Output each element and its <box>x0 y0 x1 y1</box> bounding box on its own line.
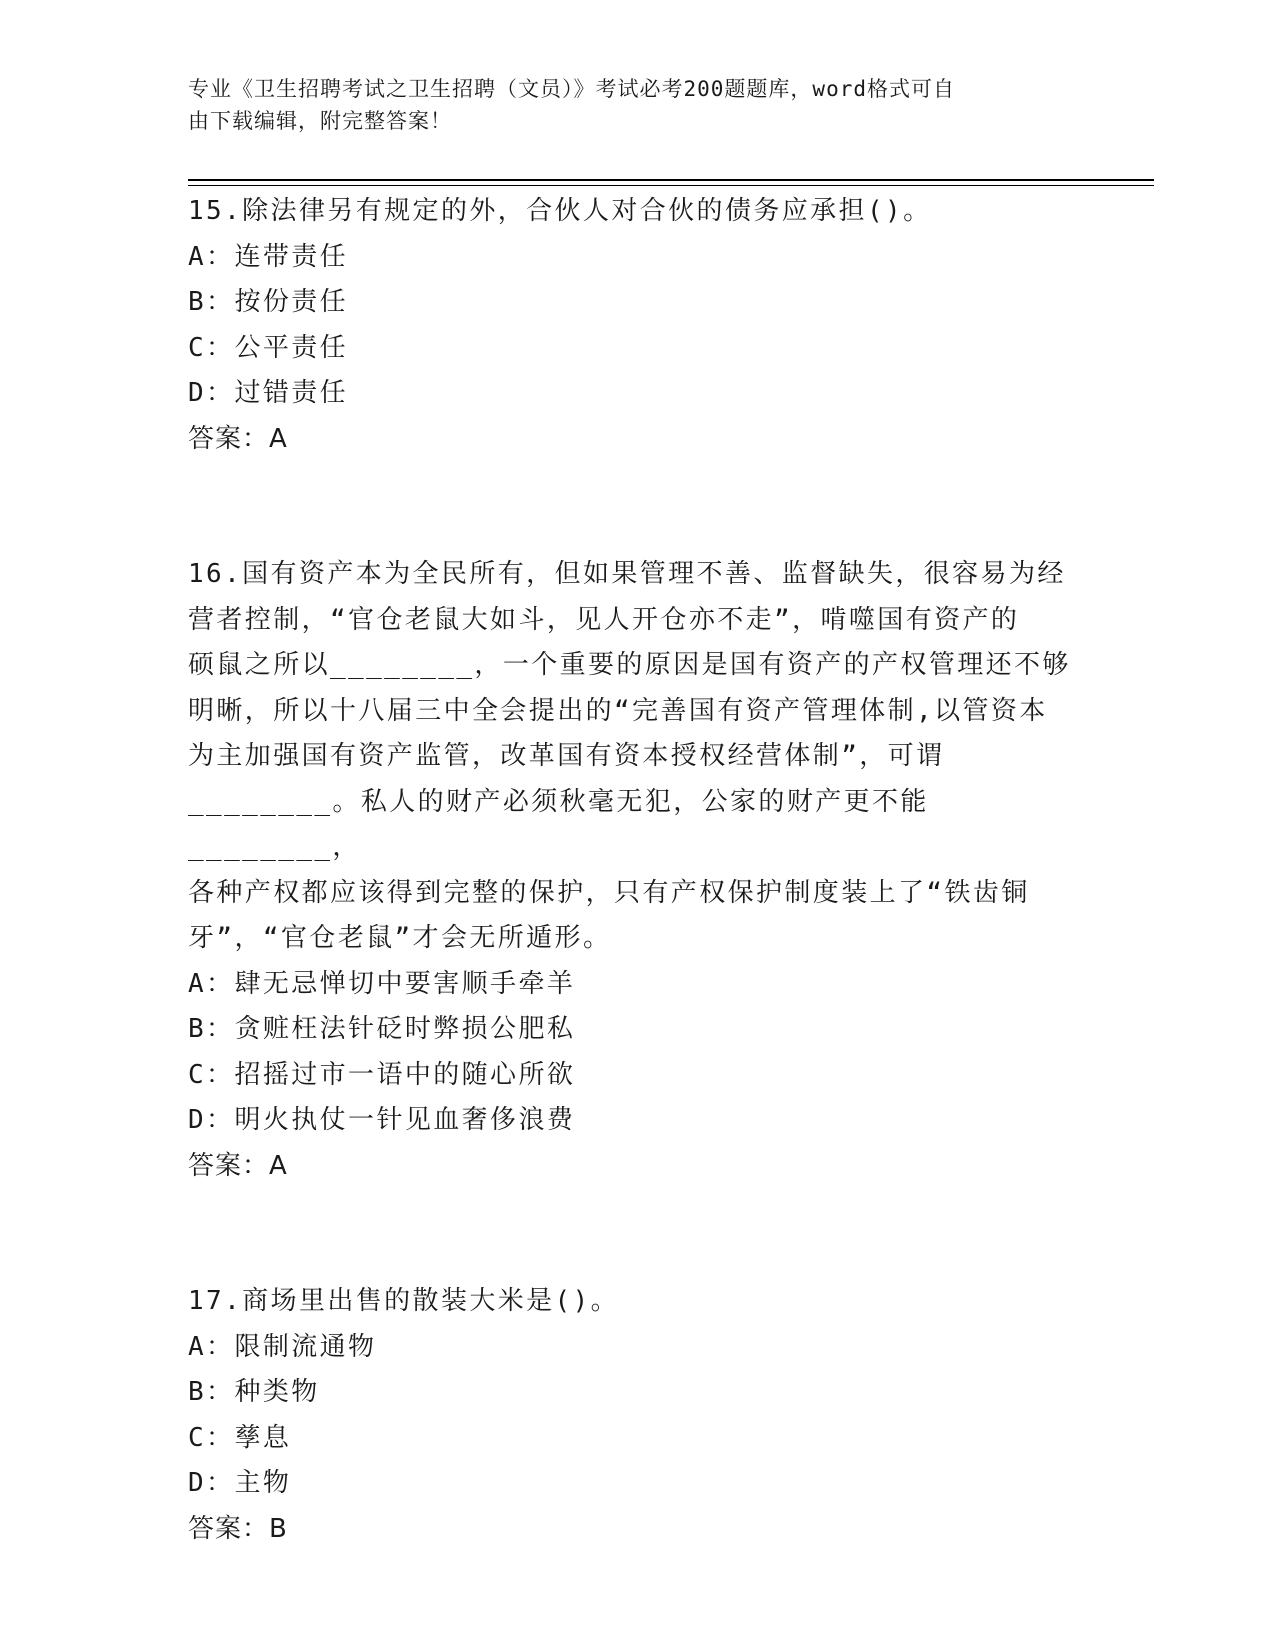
question-spacer <box>188 462 1088 552</box>
question-stem-line: 为主加强国有资产监管，改革国有资本授权经营体制”，可谓 <box>188 741 945 771</box>
question-stem-line: 16.国有资产本为全民所有，但如果管理不善、监督缺失，很容易为经 <box>188 559 1066 589</box>
question-stem-line: 明晰，所以十八届三中全会提出的“完善国有资产管理体制,以管资本 <box>188 695 1048 726</box>
option-b: B：按份责任 <box>188 287 349 317</box>
question-15 <box>188 189 1088 462</box>
question-17 <box>188 1279 1088 1552</box>
header-line-2: 由下载编辑，附完整答案！ <box>188 109 452 133</box>
option-d: D：过错责任 <box>188 378 349 408</box>
question-stem-line: ________。私人的财产必须秋毫无犯，公家的财产更不能________， <box>188 786 929 862</box>
option-a: A：连带责任 <box>188 241 349 272</box>
option-a: A：限制流通物 <box>188 1331 377 1362</box>
header-line-1: 专业《卫生招聘考试之卫生招聘（文员）》考试必考200题题库，word格式可自 <box>188 77 955 101</box>
option-d: D：明火执仗一针见血奢侈浪费 <box>188 1105 576 1135</box>
question-stem-line: 各种产权都应该得到完整的保护，只有产权保护制度装上了“铁齿铜 <box>188 877 1030 908</box>
option-d: D：主物 <box>188 1468 292 1498</box>
question-stem: 15.除法律另有规定的外，合伙人对合伙的债务应承担()。 <box>188 196 932 226</box>
question-spacer <box>188 1189 1088 1279</box>
header-rule-thin <box>188 185 1154 186</box>
option-c: C：招摇过市一语中的随心所欲 <box>188 1059 576 1090</box>
option-a: A：肆无忌惮切中要害顺手牵羊 <box>188 968 576 999</box>
answer: 答案：A <box>188 423 288 454</box>
answer: 答案：B <box>188 1513 288 1544</box>
question-list <box>188 189 1088 1552</box>
option-c: C：孳息 <box>188 1422 292 1453</box>
document-header <box>188 73 1088 137</box>
question-stem: 17.商场里出售的散装大米是()。 <box>188 1286 620 1316</box>
header-rule-thick <box>188 179 1154 181</box>
option-b: B：贪赃枉法针砭时弊损公肥私 <box>188 1014 576 1044</box>
answer: 答案：A <box>188 1150 288 1181</box>
question-16 <box>188 552 1088 1189</box>
question-stem-line: 营者控制，“官仓老鼠大如斗，见人开仓亦不走”，啃噬国有资产的 <box>188 604 1020 635</box>
option-b: B：种类物 <box>188 1377 320 1407</box>
option-c: C：公平责任 <box>188 332 349 363</box>
question-stem-line: 硕鼠之所以________，一个重要的原因是国有资产的产权管理还不够 <box>188 650 1071 680</box>
question-stem-line: 牙”，“官仓老鼠”才会无所遁形。 <box>188 923 612 953</box>
